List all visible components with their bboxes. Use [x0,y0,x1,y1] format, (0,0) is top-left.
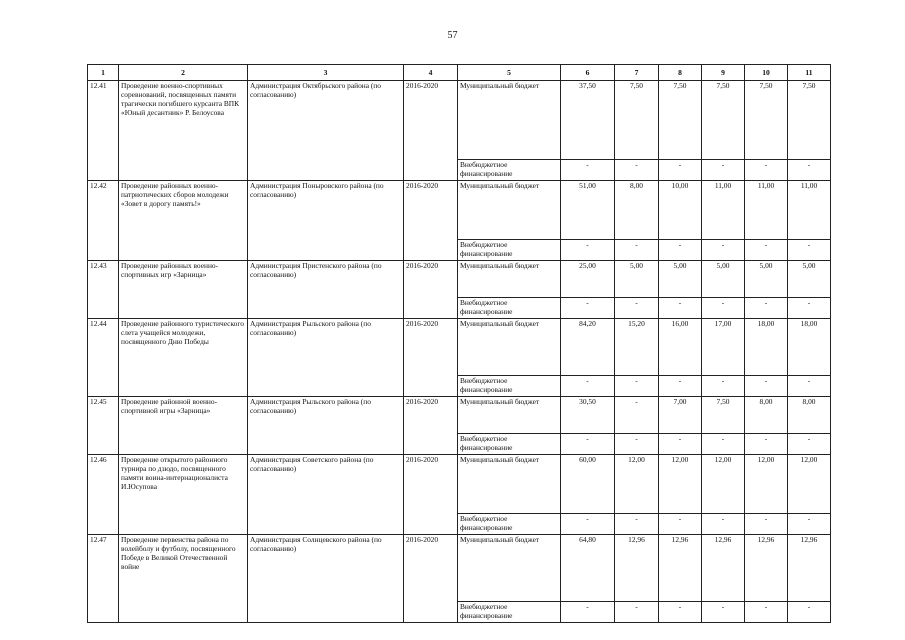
row-number: 12.47 [88,535,119,623]
funding-source: Муниципальный бюджет [458,81,561,160]
value-cell: 64,80 [561,535,615,602]
value-cell: 8,00 [615,181,659,240]
table-body [88,81,831,623]
value-cell: 51,00 [561,181,615,240]
header-row [88,65,831,81]
row-number: 12.42 [88,181,119,261]
table-row [88,319,831,376]
value-cell: - [788,376,831,397]
header-cell: 9 [702,65,745,81]
row-number: 12.41 [88,81,119,181]
value-cell: 7,50 [788,81,831,160]
program-table [87,64,831,623]
executor: Администрация Советского района (по согласованию) [248,455,404,535]
value-cell: 5,00 [788,261,831,298]
header-cell: 10 [745,65,788,81]
value-cell: - [659,376,702,397]
event-name: Проведение открытого районного турнира по дзюдо, посвященного памяти воина-интернационалиста И.Юсупова [119,455,248,535]
executor: Администрация Октябрьского района (по согласованию) [248,81,404,181]
table-row [88,81,831,160]
value-cell: 5,00 [702,261,745,298]
value-cell: - [615,434,659,455]
row-number: 12.45 [88,397,119,455]
value-cell: 11,00 [745,181,788,240]
value-cell: 7,00 [659,397,702,434]
value-cell: - [615,160,659,181]
executor: Администрация Пристенского района (по согласованию) [248,261,404,319]
value-cell: - [788,602,831,623]
funding-source: Муниципальный бюджет [458,181,561,240]
table-row [88,455,831,514]
header-cell: 5 [458,65,561,81]
value-cell: 17,00 [702,319,745,376]
event-name: Проведение военно-спортивных соревнований, посвященных памяти трагически погибшего курсанта ВПК «Юный десантник» Р. Белоусова [119,81,248,181]
event-name: Проведение первенства района по волейболу и футболу, посвященного Победе в Великой Отечественной войне [119,535,248,623]
value-cell: - [659,298,702,319]
executor: Администрация Солнцевского района (по согласованию) [248,535,404,623]
funding-source: Внебюджетное финансирование [458,602,561,623]
period: 2016-2020 [404,397,458,455]
value-cell: - [788,240,831,261]
value-cell: - [561,434,615,455]
event-name: Проведение районной военно-спортивной игры «Зарница» [119,397,248,455]
value-cell: 7,50 [615,81,659,160]
value-cell: - [745,240,788,261]
funding-source: Муниципальный бюджет [458,319,561,376]
value-cell: - [745,514,788,535]
page-number: 57 [447,30,458,41]
value-cell: 7,50 [659,81,702,160]
value-cell: - [615,602,659,623]
header-cell: 6 [561,65,615,81]
value-cell: - [702,240,745,261]
value-cell: - [659,240,702,261]
value-cell: 15,20 [615,319,659,376]
value-cell: 8,00 [788,397,831,434]
value-cell: 12,96 [788,535,831,602]
value-cell: - [702,514,745,535]
value-cell: 5,00 [659,261,702,298]
value-cell: - [788,514,831,535]
value-cell: - [745,376,788,397]
value-cell: - [561,514,615,535]
value-cell: 7,50 [745,81,788,160]
header-cell: 7 [615,65,659,81]
period: 2016-2020 [404,319,458,397]
row-number: 12.43 [88,261,119,319]
executor: Администрация Рыльского района (по согласованию) [248,319,404,397]
value-cell: 60,00 [561,455,615,514]
value-cell: - [659,160,702,181]
value-cell: 12,00 [788,455,831,514]
value-cell: 12,00 [615,455,659,514]
value-cell: - [788,160,831,181]
value-cell: - [615,397,659,434]
funding-source: Муниципальный бюджет [458,261,561,298]
value-cell: 84,20 [561,319,615,376]
event-name: Проведение районных военно-патриотических сборов молодежи «Зовет в дорогу память!» [119,181,248,261]
value-cell: 12,96 [702,535,745,602]
value-cell: - [561,240,615,261]
funding-source: Внебюджетное финансирование [458,514,561,535]
funding-source: Внебюджетное финансирование [458,240,561,261]
value-cell: - [561,160,615,181]
value-cell: 12,96 [745,535,788,602]
funding-source: Муниципальный бюджет [458,535,561,602]
value-cell: 12,00 [659,455,702,514]
period: 2016-2020 [404,455,458,535]
funding-source: Внебюджетное финансирование [458,298,561,319]
table-row [88,261,831,298]
funding-source: Муниципальный бюджет [458,397,561,434]
table-row [88,181,831,240]
table-row [88,535,831,602]
value-cell: 30,50 [561,397,615,434]
executor: Администрация Поныровского района (по согласованию) [248,181,404,261]
value-cell: - [788,298,831,319]
table-row [88,397,831,434]
event-name: Проведение районного туристического слета учащейся молодежи, посвященного Дню Победы [119,319,248,397]
funding-source: Внебюджетное финансирование [458,376,561,397]
header-cell: 11 [788,65,831,81]
funding-source: Внебюджетное финансирование [458,434,561,455]
value-cell: 7,50 [702,81,745,160]
value-cell: 5,00 [615,261,659,298]
value-cell: 11,00 [788,181,831,240]
value-cell: - [659,602,702,623]
value-cell: - [561,602,615,623]
header-cell: 1 [88,65,119,81]
value-cell: 12,96 [615,535,659,602]
value-cell: 10,00 [659,181,702,240]
value-cell: - [745,298,788,319]
period: 2016-2020 [404,81,458,181]
value-cell: - [702,602,745,623]
row-number: 12.46 [88,455,119,535]
value-cell: - [745,160,788,181]
value-cell: - [615,376,659,397]
value-cell: - [615,240,659,261]
value-cell: - [702,298,745,319]
value-cell: 11,00 [702,181,745,240]
value-cell: 16,00 [659,319,702,376]
header-cell: 4 [404,65,458,81]
value-cell: 7,50 [702,397,745,434]
period: 2016-2020 [404,535,458,623]
value-cell: 12,00 [702,455,745,514]
value-cell: 5,00 [745,261,788,298]
executor: Администрация Рыльского района (по согласованию) [248,397,404,455]
value-cell: - [702,434,745,455]
value-cell: 12,00 [745,455,788,514]
value-cell: - [745,602,788,623]
period: 2016-2020 [404,261,458,319]
value-cell: - [615,514,659,535]
value-cell: 25,00 [561,261,615,298]
value-cell: - [788,434,831,455]
header-cell: 2 [119,65,248,81]
funding-source: Муниципальный бюджет [458,455,561,514]
value-cell: - [702,160,745,181]
row-number: 12.44 [88,319,119,397]
value-cell: 18,00 [788,319,831,376]
value-cell: - [702,376,745,397]
value-cell: - [659,514,702,535]
header-cell: 3 [248,65,404,81]
value-cell: - [659,434,702,455]
value-cell: - [615,298,659,319]
value-cell: 37,50 [561,81,615,160]
value-cell: 12,96 [659,535,702,602]
value-cell: 8,00 [745,397,788,434]
value-cell: - [561,298,615,319]
value-cell: - [561,376,615,397]
period: 2016-2020 [404,181,458,261]
value-cell: - [745,434,788,455]
value-cell: 18,00 [745,319,788,376]
event-name: Проведение районных военно-спортивных игр «Зарница» [119,261,248,319]
funding-source: Внебюджетное финансирование [458,160,561,181]
header-cell: 8 [659,65,702,81]
